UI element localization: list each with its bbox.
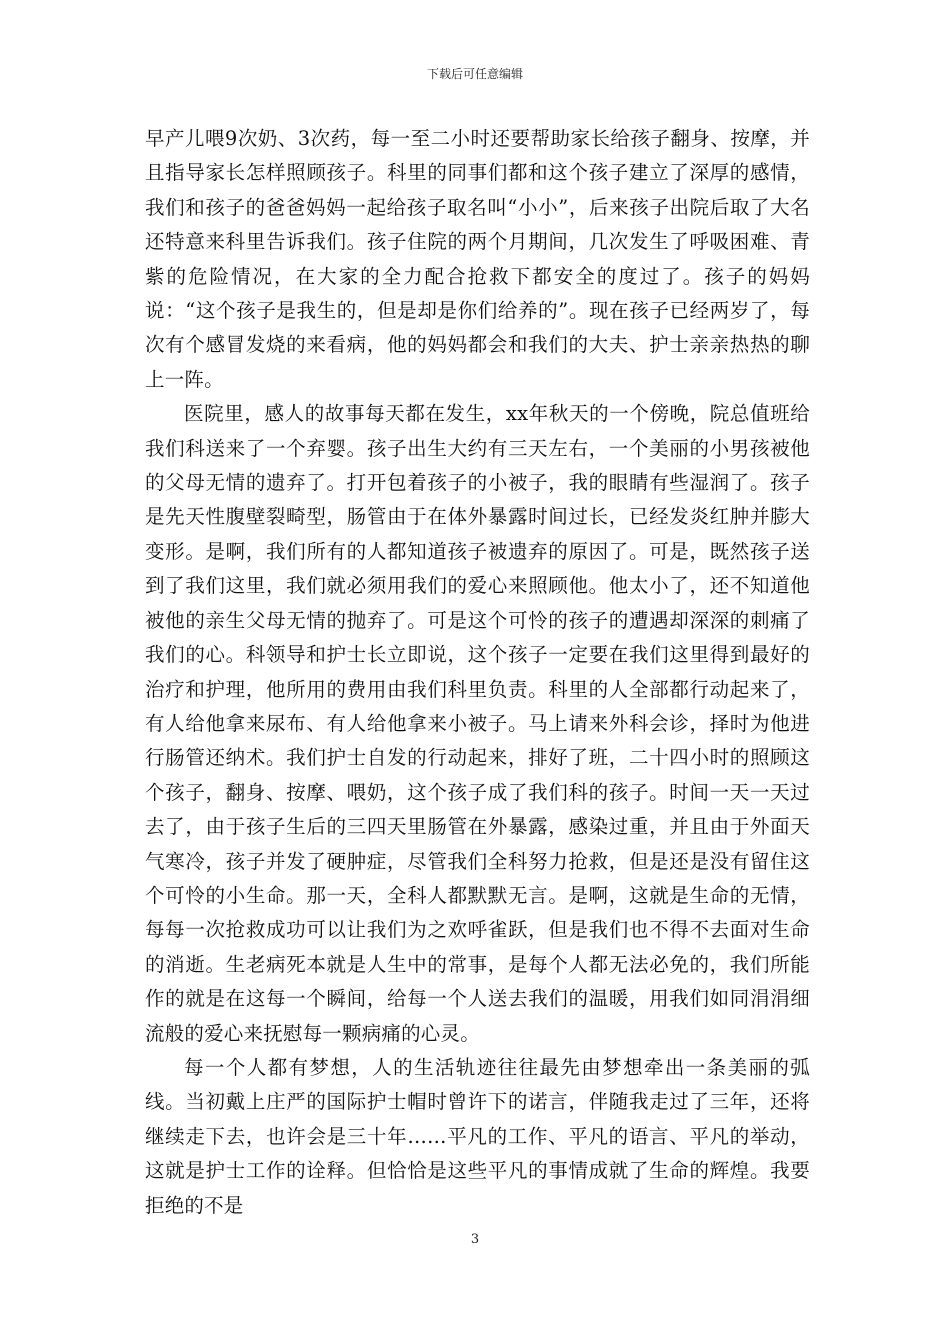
page-header: 下载后可任意编辑 — [426, 67, 523, 81]
paragraph-continued: 早产儿喂9次奶、3次药，每一至二小时还要帮助家长给孩子翻身、按摩，并且指导家长怎样照顾孩子。科里的同事们都和这个孩子建立了深厚的感情，我们和孩子的爸爸妈妈一起给孩子取名叫“小小”，后来孩子出院后取了大名还特意来科里告诉我们。孩子住院的两个月期间，几次发生了呼吸困难、青紫的危险情况，在大家的全力配合抢救下都安全的度过了。孩子的妈妈说：“这个孩子是我生的，但是却是你们给养的”。现在孩子已经两岁了，每次有个感冒发烧的来看病，他的妈妈都会和我们的大夫、护士亲亲热热的聊上一阵。 — [145, 127, 810, 391]
paragraph-dream: 每一个人都有梦想，人的生活轨迹往往最先由梦想牵出一条美丽的弧线。当初戴上庄严的国际护士帽时曾许下的诺言，伴随我走过了三年，还将继续走下去，也许会是三十年……平凡的工作、平凡的语言、平凡的举动，这就是护士工作的诠释。但恰恰是这些平凡的事情成就了生命的辉煌。我要拒绝的不是 — [145, 1055, 810, 1217]
paragraph-abandoned-infant: 医院里，感人的故事每天都在发生，xx年秋天的一个傍晚，院总值班给我们科送来了一个弃婴。孩子出生大约有三天左右，一个美丽的小男孩被他的父母无情的遗弃了。打开包着孩子的小被子，我的眼睛有些湿润了。孩子是先天性腹壁裂畸型，肠管由于在体外暴露时间过长，已经发炎红肿并膨大变形。是啊，我们所有的人都知道孩子被遗弃的原因了。可是，既然孩子送到了我们这里，我们就必须用我们的爱心来照顾他。他太小了，还不知道他被他的亲生父母无情的抛弃了。可是这个可怜的孩子的遭遇却深深的刺痛了我们的心。科领导和护士长立即说，这个孩子一定要在我们这里得到最好的治疗和护理，他所用的费用由我们科里负责。科里的人全部都行动起来了，有人给他拿来尿布、有人给他拿来小被子。马上请来外科会诊，择时为他进行肠管还纳术。我们护士自发的行动起来，排好了班，二十四小时的照顾这个孩子，翻身、按摩、喂奶，这个孩子成了我们科的孩子。时间一天一天过去了，由于孩子生后的三四天里肠管在外暴露，感染过重，并且由于外面天气寒冷，孩子并发了硬肿症，尽管我们全科努力抢救，但是还是没有留住这个可怜的小生命。那一天，全科人都默默无言。是啊，这就是生命的无情，每每一次抢救成功可以让我们为之欢呼雀跃，但是我们也不得不去面对生命的消逝。生老病死本就是人生中的常事，是每个人都无法必免的，我们所能作的就是在这每一个瞬间，给每一个人送去我们的温暖，用我们如同涓涓细流般的爱心来抚慰每一颗病痛的心灵。 — [145, 402, 810, 1045]
page-number: 3 — [470, 1232, 480, 1247]
body-text — [145, 122, 810, 1223]
